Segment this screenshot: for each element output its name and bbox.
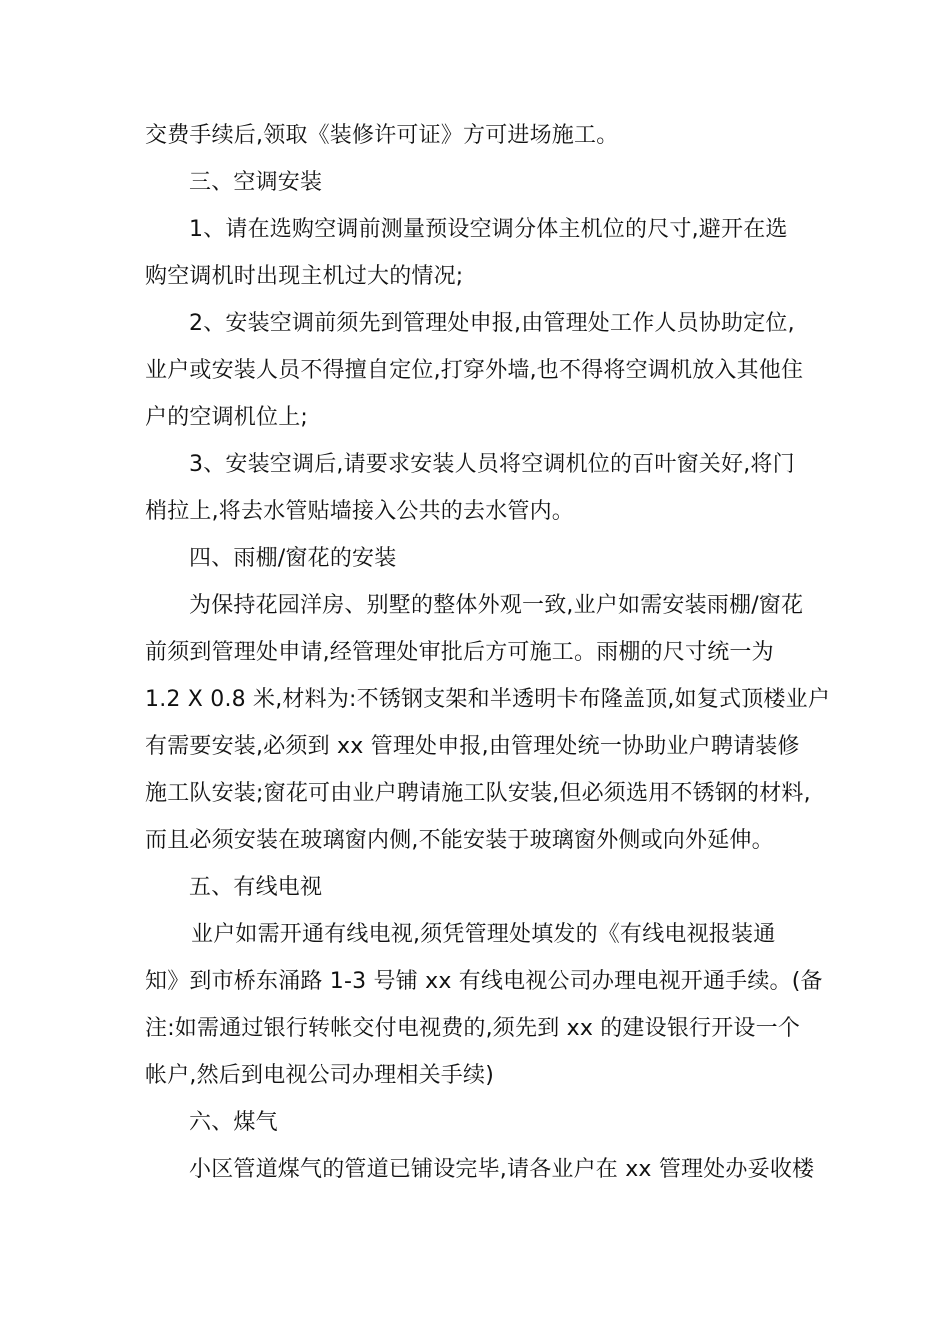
paragraph-line: 3、安装空调后,请要求安装人员将空调机位的百叶窗关好,将门 xyxy=(189,452,795,477)
paragraph-line: 而且必须安装在玻璃窗内侧,不能安装于玻璃窗外侧或向外延伸。 xyxy=(145,828,774,853)
paragraph-line: 为保持花园洋房、别墅的整体外观一致,业户如需安装雨棚/窗花 xyxy=(189,593,804,618)
paragraph-line: 交费手续后,领取《装修许可证》方可进场施工。 xyxy=(145,123,619,148)
paragraph-line: 1、请在选购空调前测量预设空调分体主机位的尺寸,避开在选 xyxy=(189,217,788,242)
paragraph-line: 购空调机时出现主机过大的情况; xyxy=(145,264,464,289)
paragraph-line: 施工队安装;窗花可由业户聘请施工队安装,但必须选用不锈钢的材料, xyxy=(145,781,811,806)
paragraph-line: 小区管道煤气的管道已铺设完毕,请各业户在 xx 管理处办妥收楼 xyxy=(189,1157,815,1182)
paragraph-line: 2、安装空调前须先到管理处申报,由管理处工作人员协助定位, xyxy=(189,311,795,336)
paragraph-line: 知》到市桥东涌路 1-3 号铺 xx 有线电视公司办理电视开通手续。(备 xyxy=(145,969,823,994)
document-body xyxy=(145,112,831,1193)
paragraph-line: 梢拉上,将去水管贴墙接入公共的去水管内。 xyxy=(145,499,574,524)
paragraph-line: 注:如需通过银行转帐交付电视费的,须先到 xx 的建设银行开设一个 xyxy=(145,1016,801,1041)
paragraph-line: 户的空调机位上; xyxy=(145,405,309,430)
paragraph-line: 业户或安装人员不得擅自定位,打穿外墙,也不得将空调机放入其他住 xyxy=(145,358,804,383)
section-heading-gas: 六、煤气 xyxy=(189,1110,278,1135)
paragraph-line: 帐户,然后到电视公司办理相关手续) xyxy=(145,1063,494,1088)
paragraph-line: 业户如需开通有线电视,须凭管理处填发的《有线电视报装通 xyxy=(191,922,776,947)
section-heading-air-conditioner: 三、空调安装 xyxy=(189,170,323,195)
section-heading-awning: 四、雨棚/窗花的安装 xyxy=(189,546,397,571)
paragraph-line: 1.2 X 0.8 米,材料为:不锈钢支架和半透明卡布隆盖顶,如复式顶楼业户 xyxy=(145,687,831,712)
paragraph-line: 有需要安装,必须到 xx 管理处申报,由管理处统一协助业户聘请装修 xyxy=(145,734,800,759)
section-heading-cable-tv: 五、有线电视 xyxy=(189,875,323,900)
paragraph-line: 前须到管理处申请,经管理处审批后方可施工。雨棚的尺寸统一为 xyxy=(145,640,774,665)
